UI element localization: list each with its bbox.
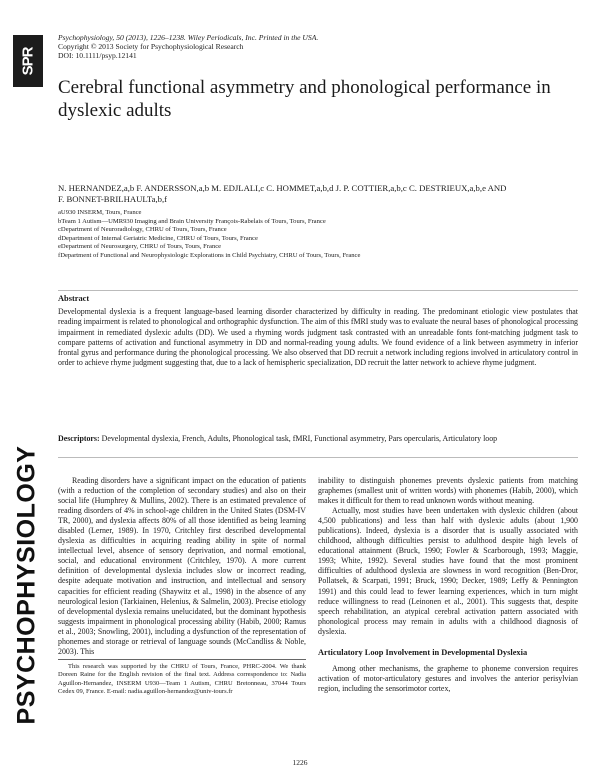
journal-logo: SPR [13, 35, 43, 87]
abstract-heading: Abstract [58, 294, 90, 303]
article-title: Cerebral functional asymmetry and phonological performance in dyslexic adults [58, 77, 551, 121]
citation-line: Psychophysiology, 50 (2013), 1226–1238. Wiley Periodicals, Inc. Printed in the USA. [58, 33, 319, 42]
footnote-divider [58, 659, 306, 660]
body-paragraph: inability to distinguish phonemes prevents dyslexic patients from matching graphemes (smallest unit of written words) with phonemes (Habib, 2000), which makes it difficult for them to read unknown words without meaning. [318, 476, 578, 506]
journal-meta [58, 33, 558, 61]
descriptors [58, 434, 578, 444]
journal-spine-title: PSYCHOPHYSIOLOGY [12, 445, 41, 725]
affiliation-list [58, 209, 578, 261]
copyright-line: Copyright © 2013 Society for Psychophysiological Research [58, 42, 244, 52]
affiliation: cDepartment of Neuroradiology, CHRU of Tours, Tours, France [58, 226, 227, 234]
affiliation: aU930 INSERM, Tours, France [58, 209, 142, 216]
section-text: Among other mechanisms, the grapheme to phoneme conversion requires activation of motor-articulatory gestures and involves the anterior perisylvian region, including the sensorimotor cortex, [318, 664, 578, 694]
footnote: This research was supported by the CHRU of Tours, France, PHRC-2004. We thank Doreen Raine for the English revision of the final text. Address correspondence to: Nadia Aguillon-Hernandez, INSERM U930—Team 1 Autism, CHRU Bretonneau, 37044 Tours Cedex 09, France. E-mail: nadia.aguillon-hernandez@univ-tours.fr [58, 663, 306, 696]
doi-line: DOI: 10.1111/psyp.12141 [58, 51, 137, 61]
body-left-column: Reading disorders have a significant impact on the education of patients (with a reduction of the completion of secondary studies) and also on their social life (Humphrey & Mullins, 2002). There is an estimated prevalence of reading disorders of 4% in school-age children in the United States (DSM-IV TR, 2000), and dyslexia affects 80% of all those identified as being learning disabled (Lerner, 1989). In 1970, Critchley first described developmental dyslexia as difficulties in acquiring reading ability in spite of normal intellectual level, absence of sensory deprivation, and normal emotional, social, and educational environment (Critchley, 1970). A more current definition of developmental dyslexia includes slow or incorrect reading, despite adequate motivation and instruction, and intellectual and sensory capacities for efficient reading (Shaywitz et al., 1998) in the absence of any neurological lesion (Tarkiainen, Helenius, & Salmelin, 2003). Precise etiology of developmental dyslexia remains unelucidated, but the dominant hypothesis suggests impairment in phonological processing ability (Habib, 2000; Ramus et al., 2003; Snowling, 2001), including a dysfunction of the representation of phonemes and storage or retrieval of language sounds (McCandliss & Noble, 2003). This [58, 476, 306, 656]
page-number: 1226 [292, 758, 308, 767]
descriptors-text: Developmental dyslexia, French, Adults, Phonological task, fMRI, Functional asymmetry, Pars opercularis, Articulatory loop [101, 434, 498, 443]
authors-line-2: F. BONNET-BRILHAULTa,b,f [58, 194, 168, 204]
body-paragraph: Actually, most studies have been undertaken with dyslexic children (about 4,500 publications) and less than half with dyslexic adults (about 1,900 publications). Indeed, dyslexia is a disorder that is usually associated with childhood, although difficulties persist to adulthood despite high levels of educational attainment (Bruck, 1990; Fowler & Scarborough, 1993; Maggie, 1993; White, 1992). Several studies have found that the most prominent difficulties of adulthood dyslexia are slowness in word recognition (Ben-Dror, Pollatsek, & Scarpati, 1991; Bruck, 1990; Decker, 1989; Leffy & Pennington 1991) and this could lead to fewer learning experiences, which in turn might reduce willingness to read (Leinonen et al., 2001). This suggests that, despite speech rehabilitation, an atypical cerebral activation pattern associated with phonological process may remain in adults with a childhood diagnosis of dyslexia. [318, 506, 578, 636]
author-list [58, 183, 578, 205]
abstract-text: Developmental dyslexia is a frequent language-based learning disorder characterized by difficulty in reading. The predominant etiologic view postulates that reading impairment is related to phonological and orthographic dysfunction. The aim of this fMRI study was to evaluate the neural bases of phonological processing impairment in remediated dyslexic adults (DD). We used a rhyming words judgment task contrasted with an unreadable fonts font-matching judgment task to compare patterns of activation and functional asymmetry in DD and normal-reading young adults. We found evidence of a link between asymmetry in inferior frontal gyrus and performance during the phonological processing. We also observed that DD recruit a network including regions involved in articulatory control in order to achieve rhyme judgment suggesting that, due to a lack of hemispheric specialization, DD recruit the latter network to achieve rhyme judgment. [58, 307, 578, 368]
affiliation: fDepartment of Functional and Neurophysiologic Explorations in Child Psychiatry, CHRU of Tours, Tours, France [58, 251, 361, 259]
affiliation: dDepartment of Internal Geriatric Medicine, CHRU of Tours, Tours, France [58, 234, 258, 242]
descriptors-label: Descriptors: [58, 434, 100, 443]
body-right-column [318, 476, 578, 637]
authors-line-1: N. HERNANDEZ,a,b F. ANDERSSON,a,b M. EDJLALI,c C. HOMMET,a,b,d J. P. COTTIER,a,b,c C. DESTRIEUX,a,b,e AND [58, 183, 507, 193]
affiliation: bTeam 1 Autism—UMR930 Imaging and Brain University François-Rabelais of Tours, Tours, France [58, 217, 326, 225]
affiliation: eDepartment of Neurosurgery, CHRU of Tours, Tours, France [58, 243, 222, 251]
section-heading: Articulatory Loop Involvement in Developmental Dyslexia [318, 648, 528, 657]
